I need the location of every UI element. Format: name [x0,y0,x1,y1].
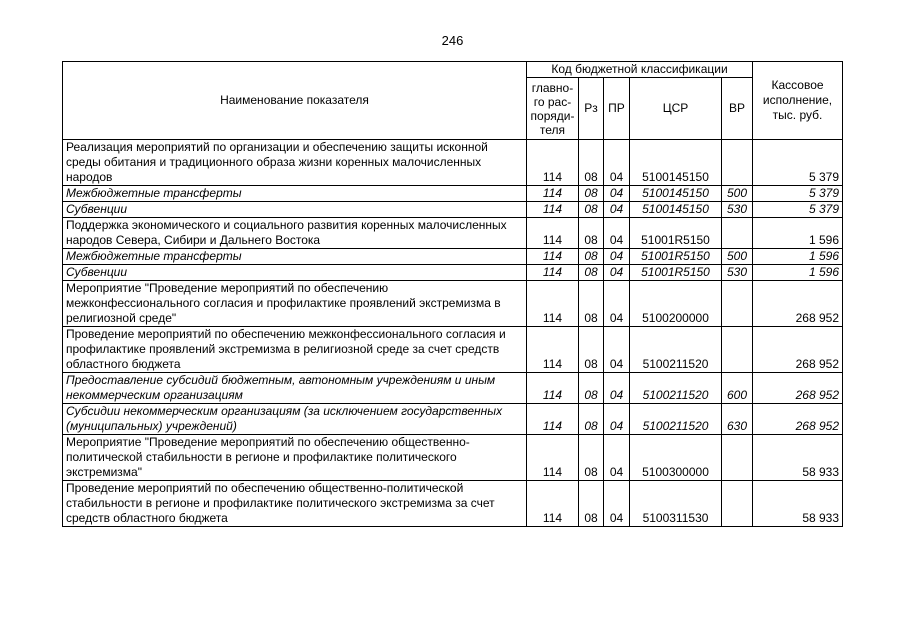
row-chief: 114 [527,281,579,327]
row-pr: 04 [604,140,630,186]
row-rz: 08 [579,218,604,249]
row-pr: 04 [604,202,630,218]
table-row [63,186,843,202]
row-vr: 500 [722,249,753,265]
row-vr: 630 [722,404,753,435]
row-amount: 268 952 [753,327,843,373]
row-name: Предоставление субсидий бюджетным, автономным учреждениям и иным некоммерческим организациям [63,373,527,404]
row-rz: 08 [579,404,604,435]
row-name: Проведение мероприятий по обеспечению межконфессионального согласия и профилактике проявлений экстремизма в религиозной среде за счет средств областного бюджета [63,327,527,373]
row-csr: 5100211520 [630,404,722,435]
row-rz: 08 [579,202,604,218]
table-row [63,265,843,281]
row-chief: 114 [527,265,579,281]
row-name: Мероприятие "Проведение мероприятий по обеспечению межконфессионального согласия и профилактике проявлений экстремизма в религиозной среде" [63,281,527,327]
row-chief: 114 [527,249,579,265]
row-vr [722,481,753,527]
row-pr: 04 [604,373,630,404]
table-row [63,281,843,327]
header-rz: Рз [579,78,604,140]
row-csr: 5100200000 [630,281,722,327]
table-row [63,218,843,249]
row-pr: 04 [604,265,630,281]
row-amount: 5 379 [753,186,843,202]
row-amount: 1 596 [753,249,843,265]
row-vr: 500 [722,186,753,202]
header-code-group: Код бюджетной классификации [527,62,753,78]
row-rz: 08 [579,435,604,481]
row-pr: 04 [604,327,630,373]
row-vr: 530 [722,265,753,281]
row-chief: 114 [527,373,579,404]
row-amount: 58 933 [753,435,843,481]
row-rz: 08 [579,327,604,373]
row-name: Межбюджетные трансферты [63,249,527,265]
row-name: Поддержка экономического и социального развития коренных малочисленных народов Севера, Сибири и Дальнего Востока [63,218,527,249]
row-chief: 114 [527,481,579,527]
row-amount: 268 952 [753,281,843,327]
row-csr: 51001R5150 [630,265,722,281]
row-name: Проведение мероприятий по обеспечению общественно-политической стабильности в регионе и профилактике политического экстремизма за счет средств областного бюджета [63,481,527,527]
table-row [63,202,843,218]
row-rz: 08 [579,249,604,265]
row-rz: 08 [579,186,604,202]
row-rz: 08 [579,481,604,527]
table-row [63,327,843,373]
row-rz: 08 [579,140,604,186]
row-csr: 5100145150 [630,186,722,202]
row-name: Мероприятие "Проведение мероприятий по обеспечению общественно-политической стабильности в регионе и профилактике политического экстремизма" [63,435,527,481]
header-amount: Кассовое исполнение, тыс. руб. [753,62,843,140]
row-csr: 5100211520 [630,327,722,373]
row-amount: 58 933 [753,481,843,527]
row-amount: 5 379 [753,202,843,218]
row-vr: 600 [722,373,753,404]
row-vr [722,281,753,327]
row-csr: 5100145150 [630,202,722,218]
row-amount: 268 952 [753,404,843,435]
row-csr: 5100211520 [630,373,722,404]
row-amount: 1 596 [753,265,843,281]
row-chief: 114 [527,202,579,218]
row-name: Межбюджетные трансферты [63,186,527,202]
row-amount: 5 379 [753,140,843,186]
row-chief: 114 [527,435,579,481]
row-chief: 114 [527,404,579,435]
table-row [63,435,843,481]
row-rz: 08 [579,373,604,404]
row-chief: 114 [527,186,579,202]
row-pr: 04 [604,481,630,527]
row-csr: 5100311530 [630,481,722,527]
row-name: Субвенции [63,202,527,218]
row-vr: 530 [722,202,753,218]
row-pr: 04 [604,218,630,249]
table-row [63,140,843,186]
table-row [63,373,843,404]
table-body [63,140,843,527]
table-row [63,249,843,265]
header-pr: ПР [604,78,630,140]
page-number: 246 [441,33,464,48]
row-amount: 268 952 [753,373,843,404]
budget-table [62,61,843,527]
row-vr [722,435,753,481]
row-amount: 1 596 [753,218,843,249]
row-vr [722,218,753,249]
row-pr: 04 [604,404,630,435]
row-csr: 51001R5150 [630,249,722,265]
header-csr: ЦСР [630,78,722,140]
row-csr: 51001R5150 [630,218,722,249]
row-rz: 08 [579,281,604,327]
header-name: Наименование показателя [63,62,527,140]
row-name: Субвенции [63,265,527,281]
header-chief: главно- го рас- поряди- теля [527,78,579,140]
row-name: Субсидии некоммерческим организациям (за исключением государственных (муниципальных) учреждений) [63,404,527,435]
row-csr: 5100145150 [630,140,722,186]
row-pr: 04 [604,281,630,327]
row-csr: 5100300000 [630,435,722,481]
row-pr: 04 [604,435,630,481]
row-chief: 114 [527,140,579,186]
table-row [63,481,843,527]
header-vr: ВР [722,78,753,140]
row-pr: 04 [604,249,630,265]
row-rz: 08 [579,265,604,281]
row-vr [722,327,753,373]
row-vr [722,140,753,186]
row-chief: 114 [527,327,579,373]
table-row [63,404,843,435]
row-chief: 114 [527,218,579,249]
row-name: Реализация мероприятий по организации и обеспечению защиты исконной среды обитания и традиционного образа жизни коренных малочисленных народов [63,140,527,186]
row-pr: 04 [604,186,630,202]
